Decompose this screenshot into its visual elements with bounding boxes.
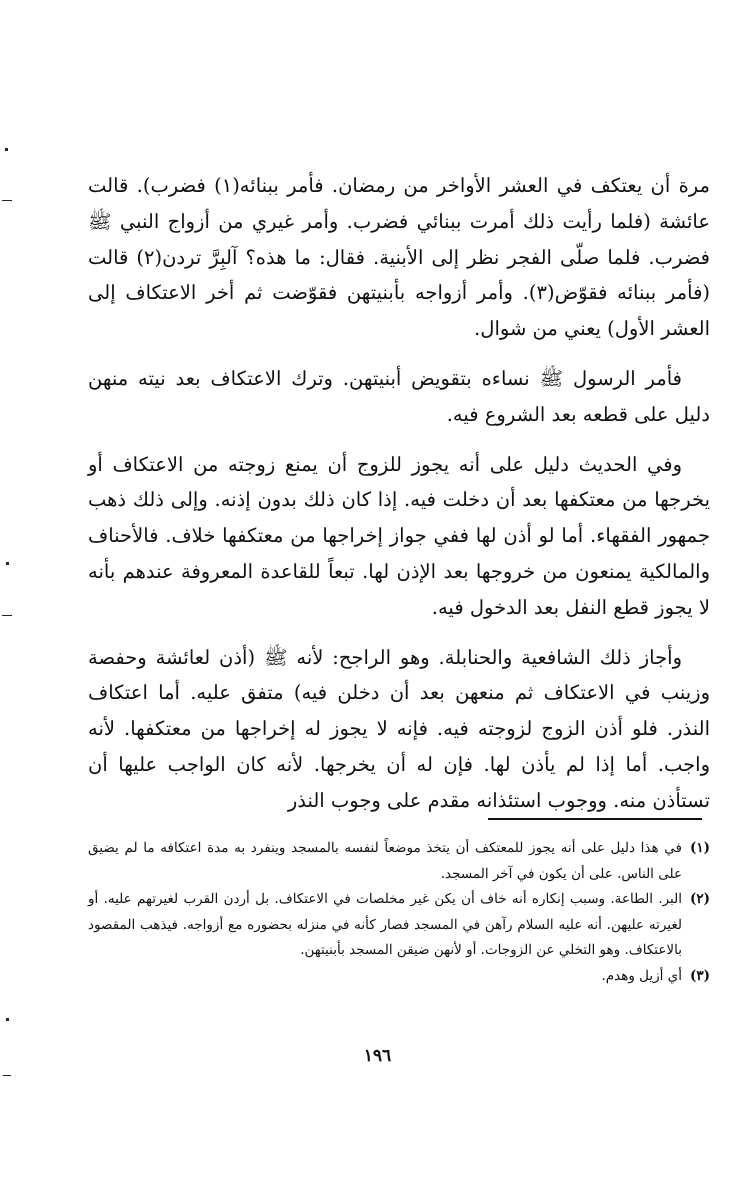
page-number: ١٩٦: [363, 1046, 392, 1066]
footnote-text: في هذا دليل على أنه يجوز للمعتكف أن يتخذ موضعاً لنفسه بالمسجد وينفرد به مدة اعتكافه ما لم يضيق على الناس. على أن يكون في آخر المسجد.: [88, 840, 682, 882]
paragraph: وفي الحديث دليل على أنه يجوز للزوج أن يمنع زوجته من الاعتكاف أو يخرجها من معتكفها بعد أن دخلت فيه. إذا كان ذلك بدون إذنه. وإلى ذلك ذهب جمهور الفقهاء. أما لو أذن لها ففي جواز إخراجها من معتكفها خلاف. فالأحناف والمالكية يمنعون من خروجها بعد الإذن لها. تبعاً للقاعدة المعروفة عندهم بأنه لا يجوز قطع النفل بعد الدخول فيه.: [88, 452, 710, 619]
footnote: [88, 836, 710, 887]
footnote-number: (٢): [689, 891, 710, 907]
scan-mark: [6, 562, 9, 565]
scan-mark: [2, 615, 12, 616]
footnote: [88, 887, 710, 964]
footnotes: [88, 836, 710, 989]
paragraph: فأمر الرسول ﷺ نساءه بتقويض أبنيتهن. وترك الاعتكاف بعد نيته منهن دليل على قطعه بعد الشروع فيه.: [88, 366, 710, 426]
footnote-number: (١): [689, 840, 710, 856]
footnote-text: أي أزيل وهدم.: [601, 967, 682, 984]
scan-mark: [3, 1075, 11, 1076]
scan-mark: [2, 200, 12, 201]
scan-mark: [6, 1018, 9, 1021]
footnote-number: (٣): [689, 967, 710, 984]
footnote-divider: [488, 818, 702, 820]
main-text: [88, 168, 710, 833]
paragraph: مرة أن يعتكف في العشر الأواخر من رمضان. فأمر ببنائه(١) فضرب). قالت عائشة (فلما رأيت ذلك أمرت ببنائي فضرب. وأمر غيري من أزواج النبي ﷺ فضرب. فلما صلّى الفجر نظر إلى الأبنية. فقال: ما هذه؟ آلبِرَّ تردن(٢) قالت (فأمر ببنائه فقوّض(٣). وأمر أزواجه بأبنيتهن فقوّضت ثم أخر الاعتكاف إلى العشر الأول) يعني من شوال.: [88, 174, 711, 341]
footnote-text: البر. الطاعة. وسبب إنكاره أنه خاف أن يكن غير مخلصات في الاعتكاف. بل أردن القرب لغيرتهم عليه. أو لغيرته عليهن. أنه عليه السلام رآهن في المسجد فصار كأنه في منزله بحضوره مع أزواجه. فيذهب المقصود بالاعتكاف. وهو التخلي عن الزوجات. أو لأنهن ضيقن المسجد بأبنيتهن.: [88, 891, 682, 958]
paragraph: وأجاز ذلك الشافعية والحنابلة. وهو الراجح: لأنه ﷺ (أذن لعائشة وحفصة وزينب في الاعتكاف ثم منعهن بعد أن دخلن فيه) متفق عليه. أما اعتكاف النذر. فلو أذن الزوج لزوجته فيه. فإنه لا يجوز له إخراجها من معتكفها. لأنه واجب. أما إذا لم يأذن لها. فإن له أن يخرجها. لأنه كان الواجب عليها أن تستأذن منه. ووجوب استئذانه مقدم على وجوب النذر: [88, 645, 710, 812]
footnote: [88, 964, 710, 990]
scan-mark: [5, 148, 8, 151]
